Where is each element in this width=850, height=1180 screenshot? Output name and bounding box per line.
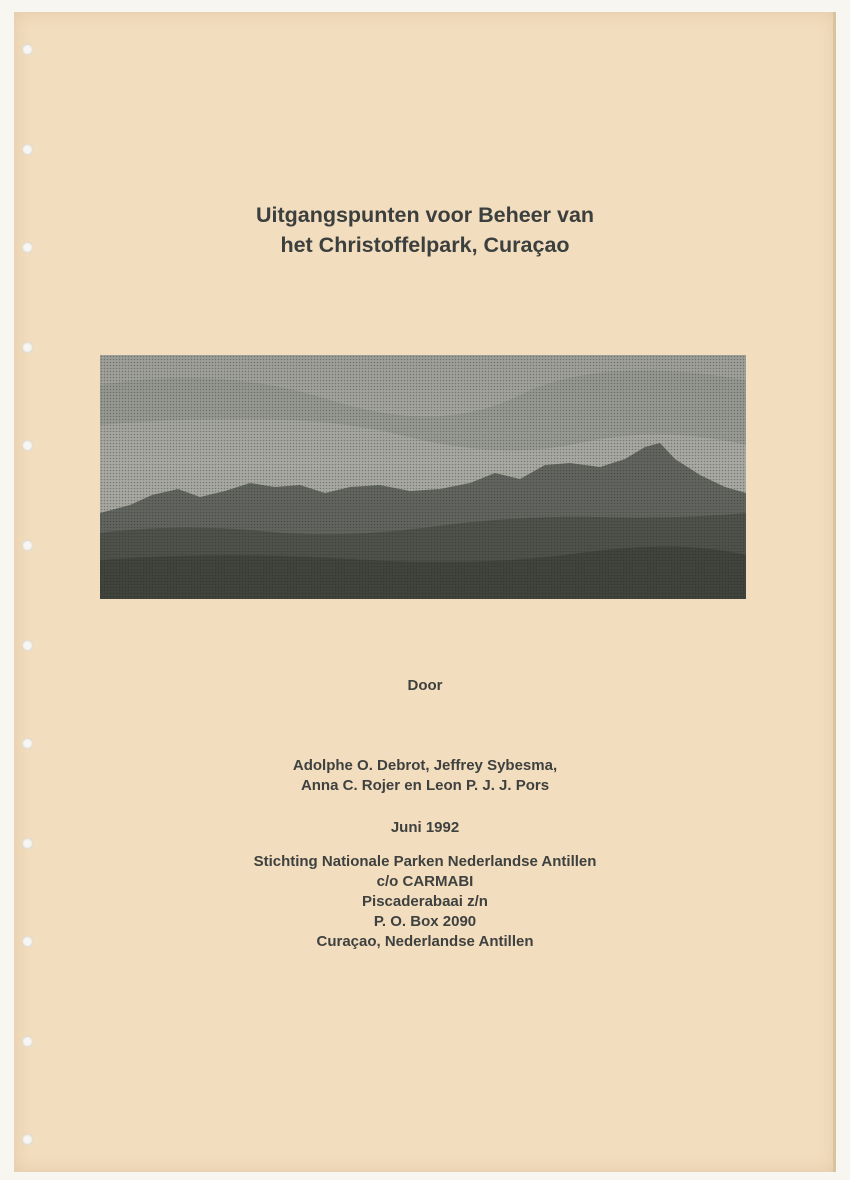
photo-halftone: [100, 355, 746, 599]
binder-hole: [22, 342, 33, 353]
address-line: Curaçao, Nederlandse Antillen: [316, 933, 534, 950]
address-line: Stichting Nationale Parken Nederlandse Antillen: [253, 853, 597, 870]
binder-hole: [22, 44, 33, 55]
binder-hole: [22, 540, 33, 551]
binder-hole: [22, 738, 33, 749]
publication-date: Juni 1992: [390, 819, 460, 836]
author-line: Adolphe O. Debrot, Jeffrey Sybesma,: [292, 757, 558, 774]
authors: [14, 756, 836, 796]
address-line: Piscaderabaai z/n: [362, 893, 488, 910]
address-line: c/o CARMABI: [376, 873, 474, 890]
document-title: [14, 200, 836, 260]
binder-hole: [22, 838, 33, 849]
address-line: P. O. Box 2090: [373, 913, 477, 930]
page-edge: [833, 12, 836, 1172]
title-line: het Christoffelpark, Curaçao: [280, 233, 570, 257]
binder-hole: [22, 1036, 33, 1047]
document-page: [14, 12, 836, 1172]
author-line: Anna C. Rojer en Leon P. J. J. Pors: [300, 777, 550, 794]
by-label: Door: [407, 677, 443, 694]
binder-hole: [22, 144, 33, 155]
binder-hole: [22, 640, 33, 651]
title-line: Uitgangspunten voor Beheer van: [255, 203, 595, 227]
binder-hole: [22, 440, 33, 451]
landscape-photo: [100, 355, 746, 599]
binder-hole: [22, 1134, 33, 1145]
publisher-address: [14, 852, 836, 952]
